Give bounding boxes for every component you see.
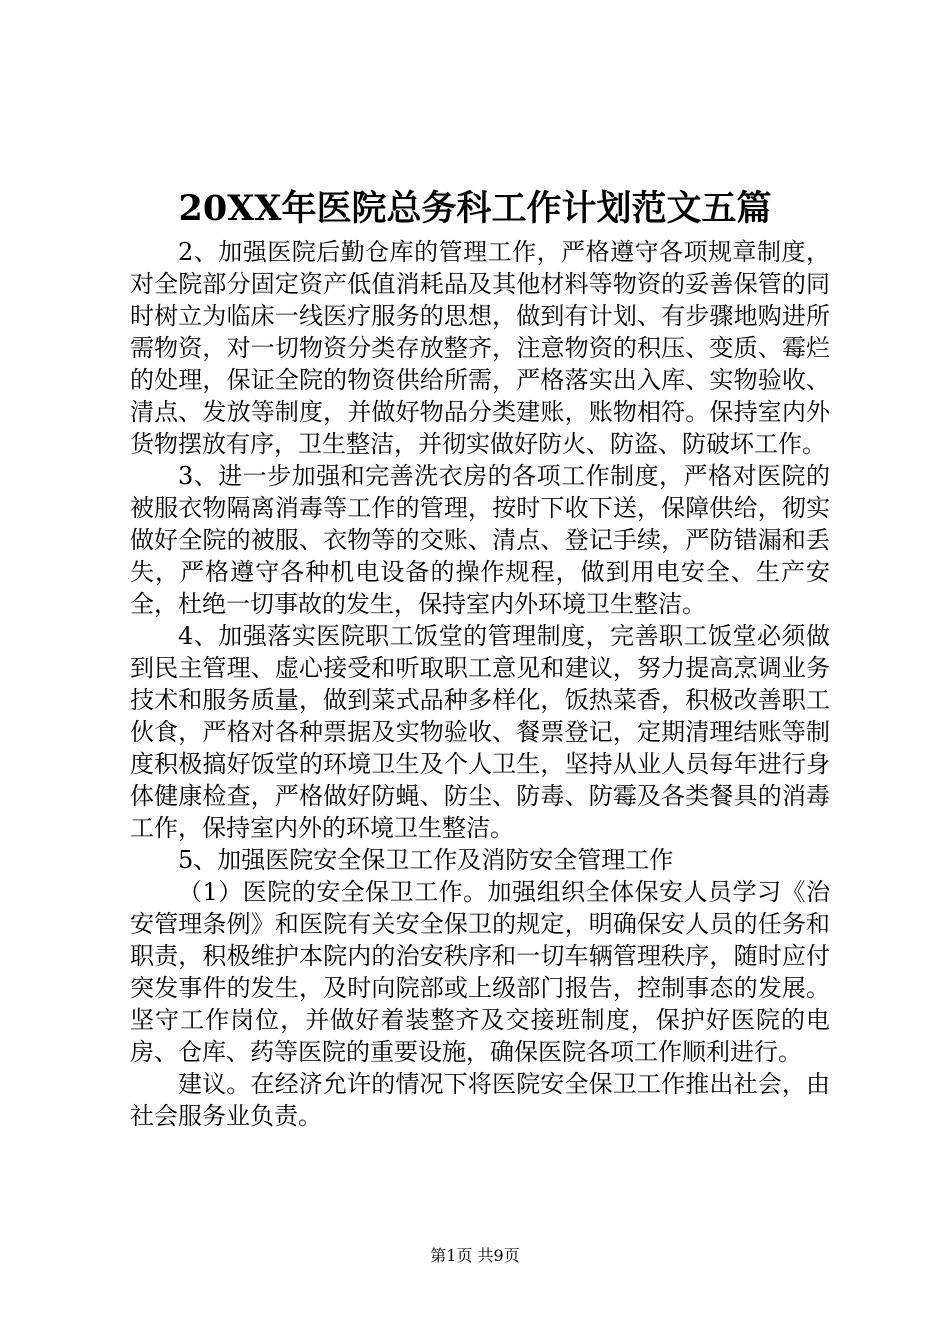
paragraph-3: 3、进一步加强和完善洗衣房的各项工作制度，严格对医院的被服衣物隔离消毒等工作的管理，按时下收下送，保障供给，彻实做好全院的被服、衣物等的交账、清点、登记手续，严防错漏和丢失，严格遵守各种机电设备的操作规程，做到用电安全、生产安全，杜绝一切事故的发生，保持室内外环境卫生整洁。	[130, 462, 830, 618]
paragraph-4: 4、加强落实医院职工饭堂的管理制度，完善职工饭堂必须做到民主管理、虚心接受和听取职工意见和建议，努力提高烹调业务技术和服务质量，做到菜式品种多样化，饭热菜香，积极改善职工伙食，严格对各种票据及实物验收、餐票登记，定期清理结账等制度积极搞好饭堂的环境卫生及个人卫生，坚持从业人员每年进行身体健康检查，严格做好防蝇、防尘、防毒、防霉及各类餐具的消毒工作，保持室内外的环境卫生整洁。	[130, 622, 830, 842]
paragraph-2: 2、加强医院后勤仓库的管理工作，严格遵守各项规章制度，对全院部分固定资产低值消耗品及其他材料等物资的妥善保管的同时树立为临床一线医疗服务的思想，做到有计划、有步骤地购进所需物资，对一切物资分类存放整齐，注意物资的积压、变质、霉烂的处理，保证全院的物资供给所需，严格落实出入库、实物验收、清点、发放等制度，并做好物品分类建账，账物相符。保持室内外货物摆放有序，卫生整洁，并彻实做好防火、防盗、防破坏工作。	[130, 238, 830, 458]
paragraph-5-1: （1）医院的安全保卫工作。加强组织全体保安人员学习《治安管理条例》和医院有关安全保卫的规定，明确保安人员的任务和职责，积极维护本院内的治安秩序和一切车辆管理秩序，随时应付突发事件的发生，及时向院部或上级部门报告，控制事态的发展。坚守工作岗位，并做好着装整齐及交接班制度，保护好医院的电房、仓库、药等医院的重要设施，确保医院各项工作顺利进行。	[130, 878, 830, 1066]
paragraph-suggestion: 建议。在经济允许的情况下将医院安全保卫工作推出社会，由社会服务业负责。	[130, 1070, 830, 1130]
page-number: 第1页 共9页	[430, 1246, 520, 1265]
document-body	[130, 236, 830, 1132]
document-title: 20XX年医院总务科工作计划范文五篇	[178, 188, 772, 229]
paragraph-5-heading: 5、加强医院安全保卫工作及消防安全管理工作	[178, 846, 674, 874]
